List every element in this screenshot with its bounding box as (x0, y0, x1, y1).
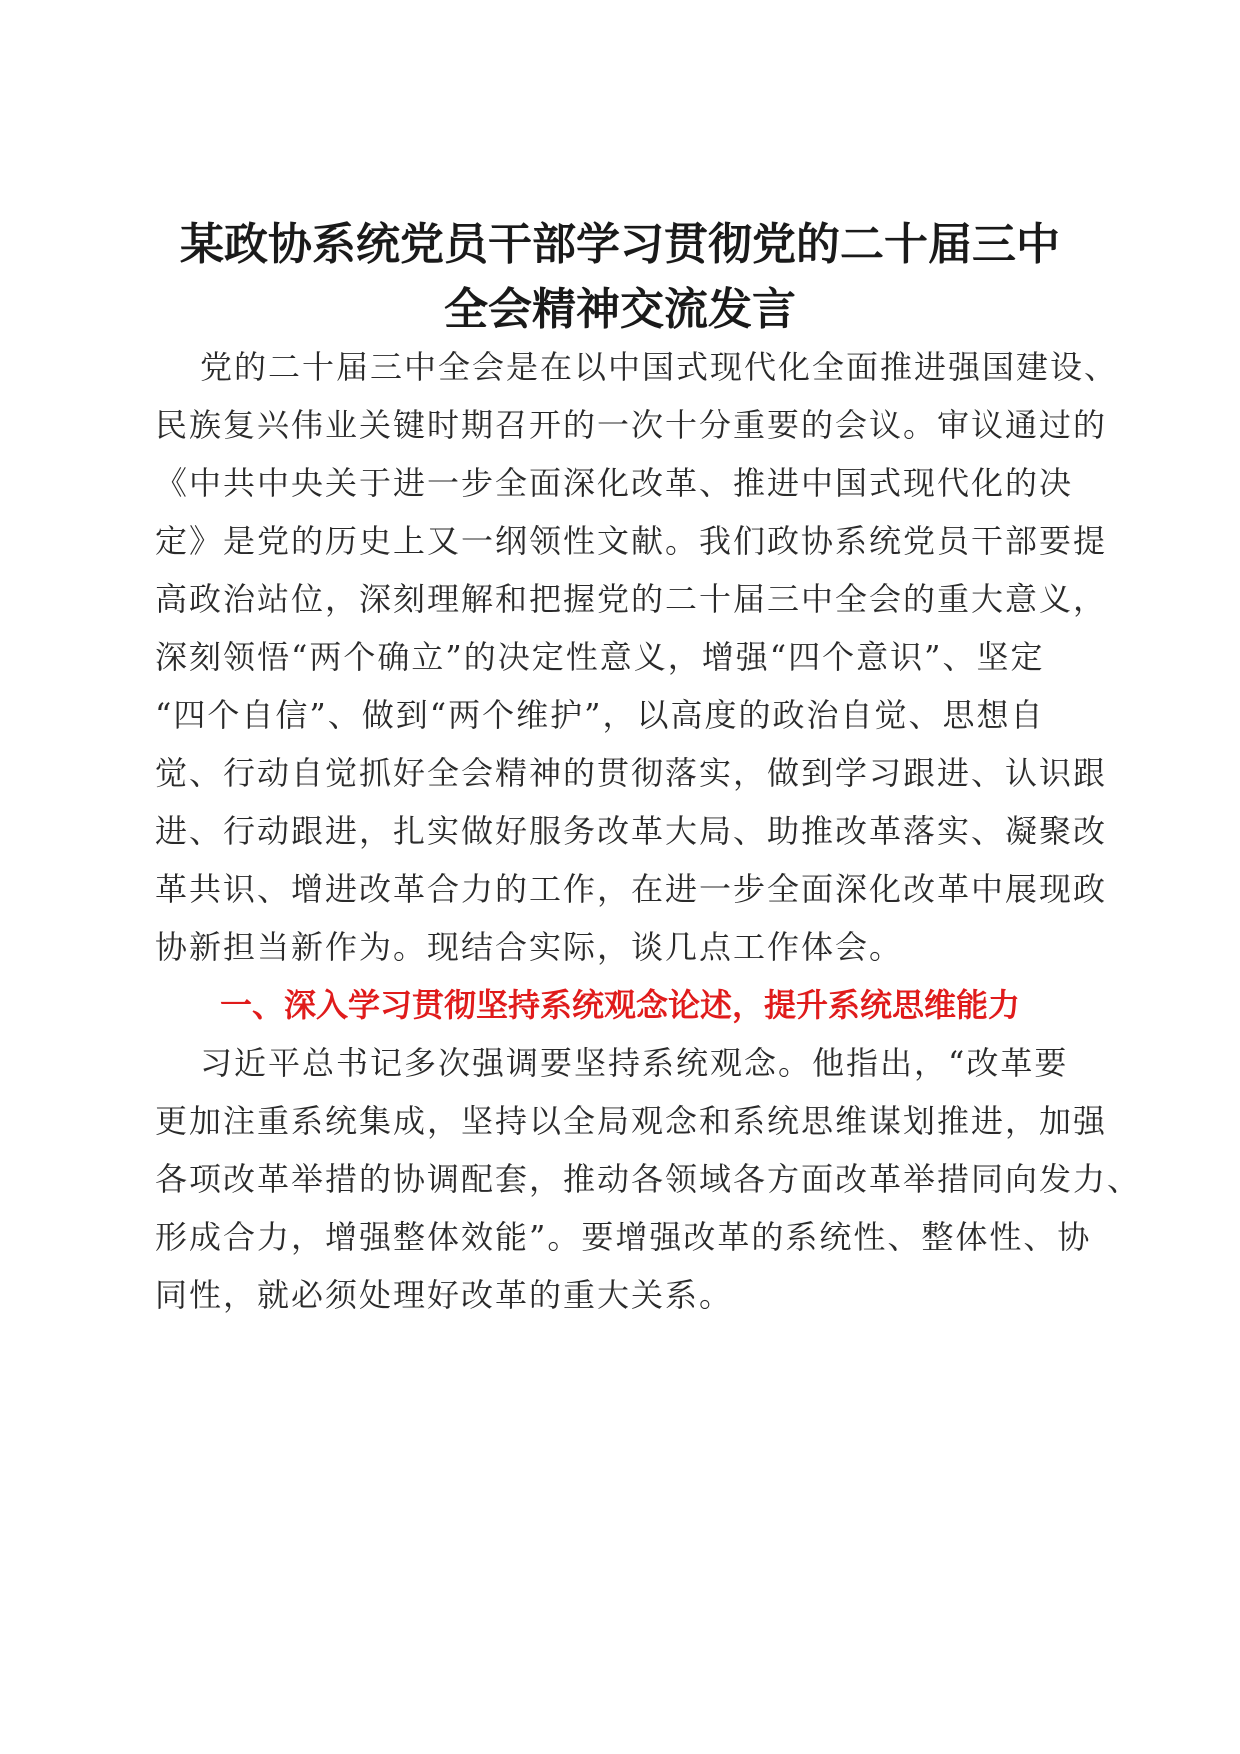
paragraph-line: 习近平总书记多次强调要坚持系统观念。他指出，“改革要 (200, 1044, 1069, 1082)
paragraph-line: 党的二十届三中全会是在以中国式现代化全面推进强国建设、 (200, 348, 1119, 386)
paragraph-line: 更加注重系统集成，坚持以全局观念和系统思维谋划推进，加强 (155, 1102, 1108, 1140)
paragraph-line: 民族复兴伟业关键时期召开的一次十分重要的会议。审议通过的 (155, 406, 1108, 444)
paragraph-line: 定》是党的历史上又一纲领性文献。我们政协系统党员干部要提 (155, 522, 1108, 560)
section-heading: 一、深入学习贯彻坚持系统观念论述，提升系统思维能力 (220, 986, 1021, 1024)
paragraph-line: 协新担当新作为。现结合实际，谈几点工作体会。 (155, 928, 904, 966)
paragraph-line: 同性，就必须处理好改革的重大关系。 (155, 1276, 734, 1314)
paragraph-line: 革共识、增进改革合力的工作，在进一步全面深化改革中展现政 (155, 870, 1108, 908)
paragraph-line: 进、行动跟进，扎实做好服务改革大局、助推改革落实、凝聚改 (155, 812, 1108, 850)
paragraph-line: 《中共中央关于进一步全面深化改革、推进中国式现代化的决 (155, 464, 1074, 502)
document-title-line1: 某政协系统党员干部学习贯彻党的二十届三中 (180, 219, 1060, 270)
paragraph-line: “四个自信”、做到“两个维护”，以高度的政治自觉、思想自 (155, 696, 1045, 734)
paragraph-line: 深刻领悟“两个确立”的决定性意义，增强“四个意识”、坚定 (155, 638, 1045, 676)
paragraph-line: 形成合力，增强整体效能”。要增强改革的系统性、整体性、协 (155, 1218, 1092, 1256)
document-title-line2: 全会精神交流发言 (444, 284, 796, 335)
paragraph-line: 各项改革举措的协调配套，推动各领域各方面改革举措同向发力、 (155, 1160, 1142, 1198)
paragraph-line: 觉、行动自觉抓好全会精神的贯彻落实，做到学习跟进、认识跟 (155, 754, 1108, 792)
paragraph-line: 高政治站位，深刻理解和把握党的二十届三中全会的重大意义， (155, 580, 1108, 618)
